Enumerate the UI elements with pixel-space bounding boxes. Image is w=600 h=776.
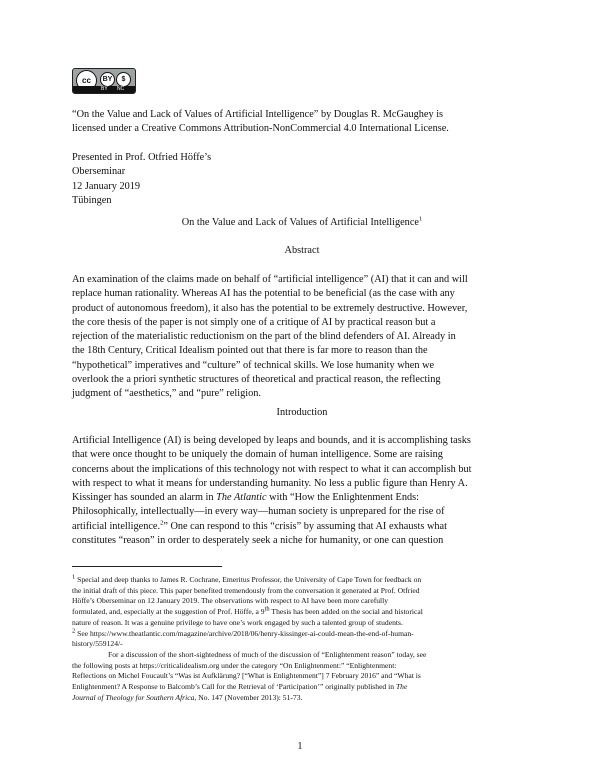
ordinal-suffix: th [264, 605, 270, 613]
license-notice [72, 108, 532, 137]
abstract-heading: Abstract [284, 245, 320, 256]
footnote-line: the initial draft of this piece. This paper benefited tremendously from the conversation it generated at Prof. Otfried [72, 585, 420, 595]
intro-text: Kissinger has sounded an alarm in [72, 492, 217, 504]
intro-line [72, 491, 532, 505]
license-line: “On the Value and Lack of Values of Artificial Intelligence” by Douglas R. McGaughey is [72, 109, 444, 120]
creative-commons-badge-icon[interactable] [72, 68, 136, 94]
footnote-line [72, 693, 532, 704]
footnote-separator [72, 566, 222, 567]
footnote-line[interactable]: history/559124/- [72, 639, 123, 649]
footnote-mark-2: 2 [72, 626, 76, 634]
footnote-line [72, 575, 532, 586]
intro-line: Artificial Intelligence (AI) is being developed by leaps and bounds, and it is accomplishing tasks [72, 435, 471, 446]
abstract-line: rejection of the materialistic reductionism on the part of the blind defenders of AI. Already in [72, 331, 456, 343]
abstract-line: “hypothetical” imperatives and “culture” of technical skills. We lose humanity when we [72, 359, 435, 371]
footnote-line: nature of reason. It was a genuine privilege to have one’s work engaged by such a talented group of students. [72, 617, 403, 627]
abstract-line: the 18th Century, Critical Idealism pointed out that there is far more to reason than the [72, 345, 428, 357]
paper-title-text: On the Value and Lack of Values of Artificial Intelligence [181, 217, 419, 228]
footnote-line [72, 682, 532, 693]
presented-line: Tübingen [72, 194, 112, 206]
footnote-line: the following posts at https://criticalidealism.org under the category “On Enlightenment:” “Enlightenment: [72, 660, 397, 670]
cc-icon: cc [76, 70, 97, 91]
by-label: BY [101, 86, 108, 92]
abstract-line: An examination of the claims made on behalf of “artificial intelligence” (AI) that it can and will [72, 274, 468, 285]
attribution-icon: BY [100, 72, 115, 87]
intro-line: Philosophically, intellectually—in every way—human society is unprepared for the rise of [72, 506, 445, 518]
journal-title: The [395, 682, 408, 692]
footnote-text: Thesis has been added on the social and historical [269, 607, 423, 617]
abstract-line: the core thesis of the paper is not simply one of a critique of AI by practical reason but a [72, 316, 436, 328]
footnote-url[interactable]: See https://www.theatlantic.com/magazine/archive/2018/06/henry-kissinger-ai-could-mean-the-end-of-human- [75, 628, 414, 638]
intro-line: with respect to what it means for understanding humanity. No less a public figure than Henry A. [72, 477, 468, 489]
footnote-text: Special and deep thanks to James R. Cochrane, Emeritus Professor, the University of Cape Town for feedback on [75, 575, 422, 584]
journal-title: Journal of Theology for Southern Africa [72, 692, 195, 702]
intro-text: with “How the Enlightenment Ends: [266, 492, 420, 504]
intro-line [72, 520, 532, 534]
footnote-ref-2[interactable]: 2 [160, 519, 164, 527]
footnote-text: formulated, and, especially at the suggestion of Prof. Höffe, a 9 [72, 607, 265, 617]
presented-line: Presented in Prof. Otfried Höffe’s [72, 152, 212, 163]
abstract-line: overlook the a priori synthetic structures of theoretical and practical reason, the reflecting [72, 374, 441, 386]
footnote-text: , No. 147 (November 2013): 51-73. [194, 692, 303, 702]
footnote-line: Reflections on Michel Foucault’s “Was ist Aufklärung? [“What is Enlightenment”] 7 February 2016” and “What is [72, 671, 421, 681]
intro-line: that were once thought to be uniquely the domain of human intelligence. Some are raising [72, 449, 443, 461]
page-number: 1 [297, 741, 303, 752]
intro-text: artificial intelligence. [72, 520, 161, 532]
abstract-line: judgment of “aesthetics,” and “pure” religion. [72, 388, 261, 400]
footnotes [72, 575, 532, 703]
intro-text: ” One can respond to this “crisis” by assuming that AI exhausts what [163, 520, 447, 532]
intro-line: constitutes “reason” in order to desperately seek a niche for humanity, or one can question [72, 535, 444, 547]
abstract-line: product of autonomous freedom), it also has the potential to be extremely destructive. However, [72, 302, 468, 314]
abstract-body [72, 273, 532, 402]
introduction-heading: Introduction [276, 407, 328, 418]
footnote-line [72, 607, 532, 618]
paper-title [72, 216, 532, 230]
intro-line: concerns about the implications of this technology not with respect to what it can accomplish but [72, 463, 472, 475]
presented-line: 12 January 2019 [72, 180, 141, 192]
footnote-1 [72, 575, 532, 629]
footnote-ref-1[interactable]: 1 [418, 215, 423, 223]
introduction-body [72, 434, 532, 548]
license-line: licensed under a Creative Commons Attribution-NonCommercial 4.0 International License. [72, 123, 449, 135]
footnote-line [72, 626, 532, 640]
footnote-mark-1: 1 [72, 573, 76, 581]
journal-title: The Atlantic [216, 492, 267, 504]
noncommercial-icon: $ [116, 72, 131, 87]
footnote-line: Höffe’s Oberseminar on 12 January 2019. The observations with respect to AI have been more carefully [72, 596, 389, 606]
presented-block [72, 151, 532, 208]
nc-label: NC [117, 86, 125, 92]
footnote-2 [72, 626, 532, 704]
footnote-text: Enlightenment? A Response to Balcomb’s Call for the Retrieval of ‘Participation’” originally published in [72, 682, 396, 692]
footnote-line: For a discussion of the short-sightedness of much of the discussion of “Enlightenment reason” today, see [108, 649, 427, 659]
abstract-line: replace human rationality. Whereas AI has the potential to be beneficial (as the case with any [72, 288, 455, 300]
presented-line: Oberseminar [72, 166, 126, 178]
